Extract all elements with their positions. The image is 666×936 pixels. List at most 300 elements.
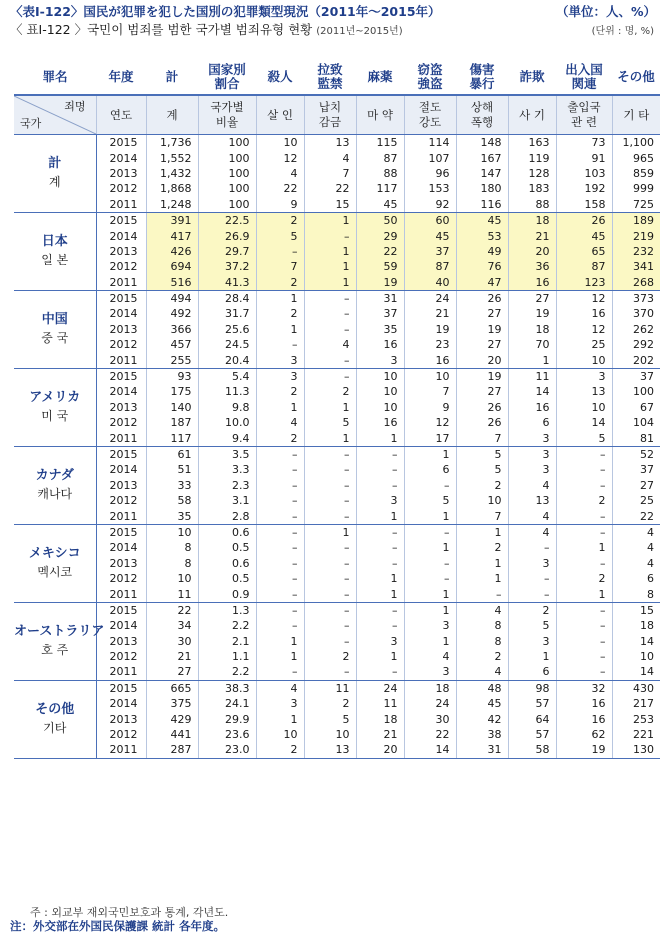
cell-immigration: 91 bbox=[556, 150, 612, 165]
table-row bbox=[14, 212, 660, 228]
cell-assault: 1 bbox=[456, 556, 508, 571]
table-row bbox=[14, 586, 660, 602]
cell-ratio: 29.9 bbox=[198, 711, 256, 726]
jp-header-0: 罪名 bbox=[42, 69, 68, 84]
cell-year: 2014 bbox=[96, 384, 146, 399]
cell-theft: 19 bbox=[404, 322, 456, 337]
cell-fraud: 58 bbox=[508, 742, 556, 758]
cell-total: 1,432 bbox=[146, 166, 198, 181]
jp-header-8: 傷害 暴行 bbox=[469, 62, 495, 91]
cell-year: 2013 bbox=[96, 166, 146, 181]
cell-ratio: 28.4 bbox=[198, 290, 256, 306]
cell-fraud: 20 bbox=[508, 244, 556, 259]
cell-ratio: 11.3 bbox=[198, 384, 256, 399]
cell-total: 1,736 bbox=[146, 135, 198, 151]
cell-ratio: 20.4 bbox=[198, 352, 256, 368]
cell-ratio: 100 bbox=[198, 197, 256, 213]
cell-theft: 14 bbox=[404, 742, 456, 758]
cell-murder: 2 bbox=[256, 306, 304, 321]
cell-fraud: 3 bbox=[508, 446, 556, 462]
cell-theft: 7 bbox=[404, 384, 456, 399]
cell-theft: 40 bbox=[404, 275, 456, 291]
cell-theft: 1 bbox=[404, 508, 456, 524]
kr-header-5: 마 약 bbox=[356, 95, 404, 135]
cell-ratio: 0.5 bbox=[198, 571, 256, 586]
cell-immigration: 16 bbox=[556, 306, 612, 321]
cell-immigration: – bbox=[556, 462, 612, 477]
cell-drugs: 22 bbox=[356, 244, 404, 259]
country-name-japanese: 計 bbox=[48, 156, 62, 172]
title-korean-text: 〈 표Ⅰ-122 〉국민이 범죄를 범한 국가별 범죄유형 현황 bbox=[10, 22, 313, 37]
kr-header-10: 기 타 bbox=[612, 95, 660, 135]
cell-kidnap: – bbox=[304, 586, 356, 602]
cell-immigration: 12 bbox=[556, 290, 612, 306]
cell-year: 2013 bbox=[96, 244, 146, 259]
table-row bbox=[14, 446, 660, 462]
cell-immigration: – bbox=[556, 556, 612, 571]
cell-kidnap: 1 bbox=[304, 275, 356, 291]
cell-fraud: 11 bbox=[508, 368, 556, 384]
cell-total: 287 bbox=[146, 742, 198, 758]
cell-drugs: 24 bbox=[356, 680, 404, 696]
cell-theft: 10 bbox=[404, 368, 456, 384]
cell-drugs: 50 bbox=[356, 212, 404, 228]
cell-drugs: – bbox=[356, 556, 404, 571]
cell-year: 2013 bbox=[96, 711, 146, 726]
cell-ratio: 100 bbox=[198, 135, 256, 151]
cell-assault: 2 bbox=[456, 540, 508, 555]
cell-ratio: 41.3 bbox=[198, 275, 256, 291]
cell-other: 221 bbox=[612, 727, 660, 742]
cell-theft: 1 bbox=[404, 586, 456, 602]
cell-year: 2015 bbox=[96, 446, 146, 462]
cell-drugs: 3 bbox=[356, 634, 404, 649]
cell-other: 965 bbox=[612, 150, 660, 165]
cell-murder: – bbox=[256, 508, 304, 524]
cell-immigration: 73 bbox=[556, 135, 612, 151]
cell-other: 81 bbox=[612, 430, 660, 446]
cell-year: 2011 bbox=[96, 664, 146, 680]
cell-kidnap: – bbox=[304, 664, 356, 680]
table-row bbox=[14, 462, 660, 477]
cell-other: 292 bbox=[612, 337, 660, 352]
cell-year: 2012 bbox=[96, 571, 146, 586]
cell-theft: 4 bbox=[404, 649, 456, 664]
cell-total: 366 bbox=[146, 322, 198, 337]
cell-year: 2011 bbox=[96, 197, 146, 213]
cell-total: 61 bbox=[146, 446, 198, 462]
cell-immigration: 16 bbox=[556, 711, 612, 726]
cell-kidnap: – bbox=[304, 602, 356, 618]
cell-total: 1,248 bbox=[146, 197, 198, 213]
cell-total: 516 bbox=[146, 275, 198, 291]
cell-other: 1,100 bbox=[612, 135, 660, 151]
cell-murder: – bbox=[256, 337, 304, 352]
cell-total: 492 bbox=[146, 306, 198, 321]
cell-total: 417 bbox=[146, 228, 198, 243]
cell-drugs: 20 bbox=[356, 742, 404, 758]
cell-total: 494 bbox=[146, 290, 198, 306]
cell-ratio: 0.6 bbox=[198, 524, 256, 540]
corner-country-label: 국가 bbox=[20, 117, 42, 130]
cell-total: 665 bbox=[146, 680, 198, 696]
cell-total: 10 bbox=[146, 571, 198, 586]
cell-year: 2013 bbox=[96, 556, 146, 571]
cell-fraud: 183 bbox=[508, 181, 556, 196]
cell-total: 8 bbox=[146, 556, 198, 571]
country-name-japanese: カナダ bbox=[35, 468, 74, 484]
cell-kidnap: – bbox=[304, 508, 356, 524]
cell-immigration: 13 bbox=[556, 384, 612, 399]
cell-other: 104 bbox=[612, 415, 660, 430]
cell-murder: 1 bbox=[256, 634, 304, 649]
cell-fraud: 16 bbox=[508, 275, 556, 291]
cell-other: 100 bbox=[612, 384, 660, 399]
cell-drugs: 1 bbox=[356, 508, 404, 524]
cell-theft: 21 bbox=[404, 306, 456, 321]
table-row bbox=[14, 664, 660, 680]
cell-fraud: 1 bbox=[508, 352, 556, 368]
cell-ratio: 2.3 bbox=[198, 478, 256, 493]
cell-theft: 96 bbox=[404, 166, 456, 181]
cell-ratio: 0.9 bbox=[198, 586, 256, 602]
cell-total: 694 bbox=[146, 259, 198, 274]
cell-year: 2012 bbox=[96, 415, 146, 430]
kr-header-4: 납치 감금 bbox=[304, 95, 356, 135]
cell-assault: 8 bbox=[456, 618, 508, 633]
cell-assault: 31 bbox=[456, 742, 508, 758]
cell-murder: – bbox=[256, 571, 304, 586]
cell-kidnap: 2 bbox=[304, 384, 356, 399]
unit-korean: (단위 : 명, %) bbox=[591, 26, 654, 37]
cell-other: 999 bbox=[612, 181, 660, 196]
cell-assault: 7 bbox=[456, 508, 508, 524]
cell-other: 4 bbox=[612, 524, 660, 540]
cell-assault: 76 bbox=[456, 259, 508, 274]
table-row bbox=[14, 493, 660, 508]
cell-assault: 27 bbox=[456, 384, 508, 399]
cell-immigration: 1 bbox=[556, 540, 612, 555]
cell-year: 2013 bbox=[96, 400, 146, 415]
cell-ratio: 100 bbox=[198, 181, 256, 196]
cell-year: 2013 bbox=[96, 634, 146, 649]
cell-murder: – bbox=[256, 493, 304, 508]
country-name-japanese: その他 bbox=[35, 702, 75, 718]
cell-total: 255 bbox=[146, 352, 198, 368]
cell-year: 2014 bbox=[96, 228, 146, 243]
cell-kidnap: 10 bbox=[304, 727, 356, 742]
unit-japanese: （単位：人、%） bbox=[555, 4, 656, 19]
cell-total: 27 bbox=[146, 664, 198, 680]
cell-immigration: 45 bbox=[556, 228, 612, 243]
cell-assault: 47 bbox=[456, 275, 508, 291]
cell-year: 2011 bbox=[96, 352, 146, 368]
cell-fraud: 5 bbox=[508, 618, 556, 633]
cell-immigration: 1 bbox=[556, 586, 612, 602]
cell-year: 2013 bbox=[96, 478, 146, 493]
cell-drugs: 87 bbox=[356, 150, 404, 165]
cell-assault: 5 bbox=[456, 446, 508, 462]
cell-year: 2012 bbox=[96, 493, 146, 508]
table-row bbox=[14, 290, 660, 306]
country-cell bbox=[14, 680, 96, 758]
cell-kidnap: – bbox=[304, 571, 356, 586]
country-name-japanese: アメリカ bbox=[29, 390, 81, 406]
cell-kidnap: – bbox=[304, 368, 356, 384]
cell-other: 202 bbox=[612, 352, 660, 368]
country-cell bbox=[14, 135, 96, 213]
cell-assault: 48 bbox=[456, 680, 508, 696]
cell-other: 219 bbox=[612, 228, 660, 243]
cell-drugs: 59 bbox=[356, 259, 404, 274]
cell-other: 27 bbox=[612, 478, 660, 493]
cell-fraud: 14 bbox=[508, 384, 556, 399]
cell-assault: 7 bbox=[456, 430, 508, 446]
cell-ratio: 3.3 bbox=[198, 462, 256, 477]
cell-immigration: 65 bbox=[556, 244, 612, 259]
cell-kidnap: – bbox=[304, 290, 356, 306]
country-name-japanese: メキシコ bbox=[28, 546, 81, 562]
cell-total: 21 bbox=[146, 649, 198, 664]
cell-drugs: 10 bbox=[356, 368, 404, 384]
cell-immigration: 158 bbox=[556, 197, 612, 213]
japanese-column-header bbox=[14, 60, 658, 94]
table-row bbox=[14, 618, 660, 633]
cell-fraud: 27 bbox=[508, 290, 556, 306]
cell-other: 22 bbox=[612, 508, 660, 524]
cell-immigration: 5 bbox=[556, 430, 612, 446]
cell-immigration: 2 bbox=[556, 571, 612, 586]
cell-other: 8 bbox=[612, 586, 660, 602]
cell-fraud: 128 bbox=[508, 166, 556, 181]
cell-theft: 3 bbox=[404, 618, 456, 633]
cell-fraud: 57 bbox=[508, 696, 556, 711]
cell-immigration: 32 bbox=[556, 680, 612, 696]
cell-fraud: 70 bbox=[508, 337, 556, 352]
cell-year: 2014 bbox=[96, 696, 146, 711]
cell-total: 117 bbox=[146, 430, 198, 446]
cell-drugs: – bbox=[356, 618, 404, 633]
cell-kidnap: 1 bbox=[304, 259, 356, 274]
cell-kidnap: – bbox=[304, 478, 356, 493]
cell-kidnap: – bbox=[304, 634, 356, 649]
cell-drugs: 19 bbox=[356, 275, 404, 291]
cell-year: 2011 bbox=[96, 508, 146, 524]
cell-immigration: – bbox=[556, 649, 612, 664]
cell-kidnap: – bbox=[304, 228, 356, 243]
cell-ratio: 3.1 bbox=[198, 493, 256, 508]
country-name-korean: 계 bbox=[48, 175, 61, 190]
cell-total: 93 bbox=[146, 368, 198, 384]
cell-total: 375 bbox=[146, 696, 198, 711]
cell-year: 2014 bbox=[96, 306, 146, 321]
cell-assault: 167 bbox=[456, 150, 508, 165]
table-row bbox=[14, 602, 660, 618]
cell-kidnap: 11 bbox=[304, 680, 356, 696]
cell-other: 25 bbox=[612, 493, 660, 508]
kr-header-1: 계 bbox=[146, 95, 198, 135]
table-row bbox=[14, 649, 660, 664]
cell-theft: 107 bbox=[404, 150, 456, 165]
cell-other: 4 bbox=[612, 556, 660, 571]
cell-drugs: 117 bbox=[356, 181, 404, 196]
cell-fraud: 3 bbox=[508, 462, 556, 477]
cell-other: 14 bbox=[612, 664, 660, 680]
cell-fraud: 3 bbox=[508, 430, 556, 446]
cell-fraud: 98 bbox=[508, 680, 556, 696]
title-japanese bbox=[10, 2, 660, 20]
table-row bbox=[14, 384, 660, 399]
cell-murder: 10 bbox=[256, 727, 304, 742]
cell-year: 2014 bbox=[96, 618, 146, 633]
cell-assault: 26 bbox=[456, 415, 508, 430]
cell-kidnap: 13 bbox=[304, 742, 356, 758]
corner-crime-label: 죄명 bbox=[64, 100, 86, 113]
cell-immigration: 103 bbox=[556, 166, 612, 181]
jp-header-10: 出入国 関連 bbox=[565, 62, 603, 91]
cell-assault: 2 bbox=[456, 478, 508, 493]
cell-theft: 23 bbox=[404, 337, 456, 352]
cell-drugs: 115 bbox=[356, 135, 404, 151]
cell-drugs: 29 bbox=[356, 228, 404, 243]
cell-kidnap: 1 bbox=[304, 212, 356, 228]
cell-immigration: – bbox=[556, 634, 612, 649]
cell-theft: 22 bbox=[404, 727, 456, 742]
cell-murder: – bbox=[256, 586, 304, 602]
table-row bbox=[14, 135, 660, 151]
cell-murder: 2 bbox=[256, 742, 304, 758]
cell-total: 34 bbox=[146, 618, 198, 633]
table-row bbox=[14, 508, 660, 524]
cell-theft: 16 bbox=[404, 352, 456, 368]
cell-immigration: 3 bbox=[556, 368, 612, 384]
cell-assault: 27 bbox=[456, 337, 508, 352]
cell-total: 11 bbox=[146, 586, 198, 602]
cell-kidnap: 5 bbox=[304, 415, 356, 430]
cell-other: 189 bbox=[612, 212, 660, 228]
cell-assault: 1 bbox=[456, 571, 508, 586]
cell-assault: 20 bbox=[456, 352, 508, 368]
cell-kidnap: 2 bbox=[304, 649, 356, 664]
jp-header-7: 窃盗 強盗 bbox=[417, 62, 443, 91]
cell-murder: 3 bbox=[256, 352, 304, 368]
cell-murder: 4 bbox=[256, 415, 304, 430]
jp-header-3: 国家別 割合 bbox=[208, 62, 246, 91]
cell-murder: – bbox=[256, 462, 304, 477]
cell-assault: 4 bbox=[456, 602, 508, 618]
cell-ratio: 23.6 bbox=[198, 727, 256, 742]
cell-theft: 30 bbox=[404, 711, 456, 726]
cell-other: 4 bbox=[612, 540, 660, 555]
cell-theft: – bbox=[404, 524, 456, 540]
cell-murder: 2 bbox=[256, 275, 304, 291]
cell-other: 217 bbox=[612, 696, 660, 711]
cell-year: 2015 bbox=[96, 135, 146, 151]
cell-immigration: 2 bbox=[556, 493, 612, 508]
cell-immigration: 16 bbox=[556, 696, 612, 711]
cell-murder: 1 bbox=[256, 400, 304, 415]
cell-theft: 3 bbox=[404, 664, 456, 680]
cell-theft: 6 bbox=[404, 462, 456, 477]
table-row bbox=[14, 352, 660, 368]
cell-murder: – bbox=[256, 618, 304, 633]
cell-year: 2015 bbox=[96, 524, 146, 540]
country-name-korean: 멕시코 bbox=[37, 565, 73, 580]
cell-drugs: 10 bbox=[356, 384, 404, 399]
country-name-korean: 미 국 bbox=[41, 409, 69, 424]
cell-murder: 1 bbox=[256, 322, 304, 337]
table-row bbox=[14, 400, 660, 415]
cell-fraud: 64 bbox=[508, 711, 556, 726]
jp-header-9: 詐欺 bbox=[519, 69, 545, 84]
cell-total: 441 bbox=[146, 727, 198, 742]
cell-total: 140 bbox=[146, 400, 198, 415]
cell-ratio: 37.2 bbox=[198, 259, 256, 274]
cell-murder: – bbox=[256, 478, 304, 493]
cell-kidnap: 2 bbox=[304, 696, 356, 711]
cell-assault: 49 bbox=[456, 244, 508, 259]
cell-year: 2013 bbox=[96, 322, 146, 337]
cell-other: 430 bbox=[612, 680, 660, 696]
cell-other: 373 bbox=[612, 290, 660, 306]
cell-kidnap: – bbox=[304, 322, 356, 337]
cell-fraud: – bbox=[508, 586, 556, 602]
cell-fraud: 4 bbox=[508, 508, 556, 524]
cell-murder: 1 bbox=[256, 290, 304, 306]
cell-other: 37 bbox=[612, 368, 660, 384]
cell-assault: 5 bbox=[456, 462, 508, 477]
cell-fraud: 57 bbox=[508, 727, 556, 742]
country-name-japanese: 中国 bbox=[41, 312, 68, 328]
cell-fraud: 4 bbox=[508, 478, 556, 493]
cell-year: 2014 bbox=[96, 462, 146, 477]
cell-ratio: 0.6 bbox=[198, 556, 256, 571]
cell-murder: 1 bbox=[256, 711, 304, 726]
cell-year: 2014 bbox=[96, 150, 146, 165]
cell-murder: 1 bbox=[256, 649, 304, 664]
cell-year: 2015 bbox=[96, 290, 146, 306]
cell-ratio: 5.4 bbox=[198, 368, 256, 384]
cell-total: 1,552 bbox=[146, 150, 198, 165]
cell-murder: – bbox=[256, 540, 304, 555]
cell-fraud: 2 bbox=[508, 602, 556, 618]
cell-kidnap: 15 bbox=[304, 197, 356, 213]
cell-kidnap: – bbox=[304, 556, 356, 571]
cell-total: 35 bbox=[146, 508, 198, 524]
cell-other: 130 bbox=[612, 742, 660, 758]
cell-ratio: 2.2 bbox=[198, 618, 256, 633]
cell-assault: 10 bbox=[456, 493, 508, 508]
cell-immigration: – bbox=[556, 602, 612, 618]
cell-other: 15 bbox=[612, 602, 660, 618]
table-row bbox=[14, 322, 660, 337]
cell-ratio: 38.3 bbox=[198, 680, 256, 696]
cell-ratio: 100 bbox=[198, 150, 256, 165]
cell-fraud: 6 bbox=[508, 415, 556, 430]
cell-fraud: 4 bbox=[508, 524, 556, 540]
cell-drugs: 21 bbox=[356, 727, 404, 742]
cell-immigration: 14 bbox=[556, 415, 612, 430]
cell-theft: 1 bbox=[404, 446, 456, 462]
cell-kidnap: – bbox=[304, 493, 356, 508]
cell-ratio: 1.3 bbox=[198, 602, 256, 618]
cell-assault: 27 bbox=[456, 306, 508, 321]
cell-theft: – bbox=[404, 571, 456, 586]
cell-murder: 22 bbox=[256, 181, 304, 196]
cell-theft: 1 bbox=[404, 602, 456, 618]
cell-drugs: – bbox=[356, 462, 404, 477]
cell-other: 6 bbox=[612, 571, 660, 586]
